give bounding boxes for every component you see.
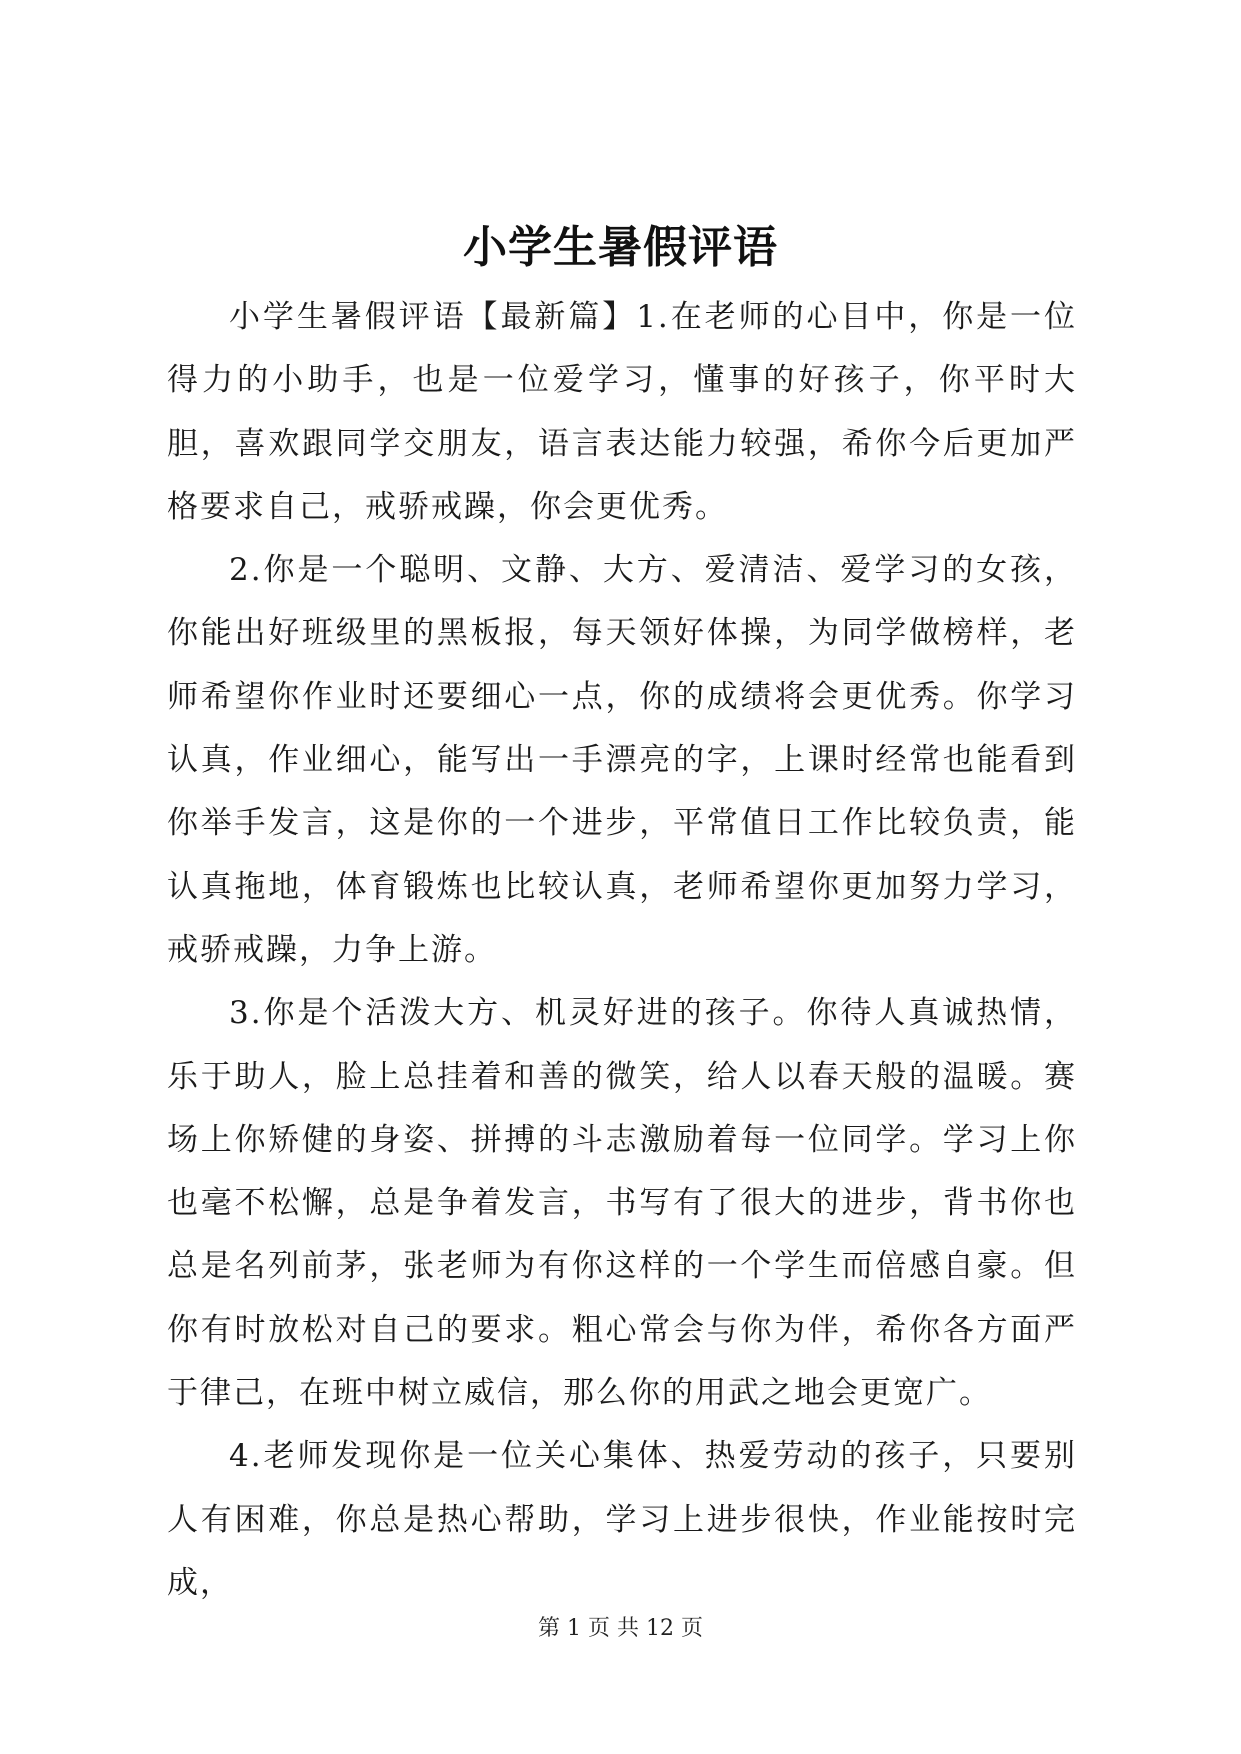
paragraph-1: 小学生暑假评语【最新篇】1.在老师的心目中，你是一位得力的小助手，也是一位爱学习，懂事的好孩子，你平时大胆，喜欢跟同学交朋友，语言表达能力较强，希你今后更加严格要求自己，戒骄戒躁，你会更优秀。 bbox=[167, 299, 1077, 525]
document-body bbox=[167, 286, 1077, 1615]
page-footer: 第 1 页 共 12 页 bbox=[538, 1616, 703, 1641]
paragraph-3: 3.你是个活泼大方、机灵好进的孩子。你待人真诚热情，乐于助人，脸上总挂着和善的微笑，给人以春天般的温暖。赛场上你矫健的身姿、拼搏的斗志激励着每一位同学。学习上你也毫不松懈，总是争着发言，书写有了很大的进步，背书你也总是名列前茅，张老师为有你这样的一个学生而倍感自豪。但你有时放松对自己的要求。粗心常会与你为伴，希你各方面严于律己，在班中树立威信，那么你的用武之地会更宽广。 bbox=[167, 995, 1077, 1412]
paragraph-4: 4.老师发现你是一位关心集体、热爱劳动的孩子，只要别人有困难，你总是热心帮助，学习上进步很快，作业能按时完成， bbox=[167, 1438, 1077, 1601]
paragraph-2: 2.你是一个聪明、文静、大方、爱清洁、爱学习的女孩，你能出好班级里的黑板报，每天领好体操，为同学做榜样，老师希望你作业时还要细心一点，你的成绩将会更优秀。你学习认真，作业细心，能写出一手漂亮的字，上课时经常也能看到你举手发言，这是你的一个进步，平常值日工作比较负责，能认真拖地，体育锻炼也比较认真，老师希望你更加努力学习，戒骄戒躁，力争上游。 bbox=[167, 552, 1077, 968]
document-title: 小学生暑假评语 bbox=[463, 222, 778, 273]
